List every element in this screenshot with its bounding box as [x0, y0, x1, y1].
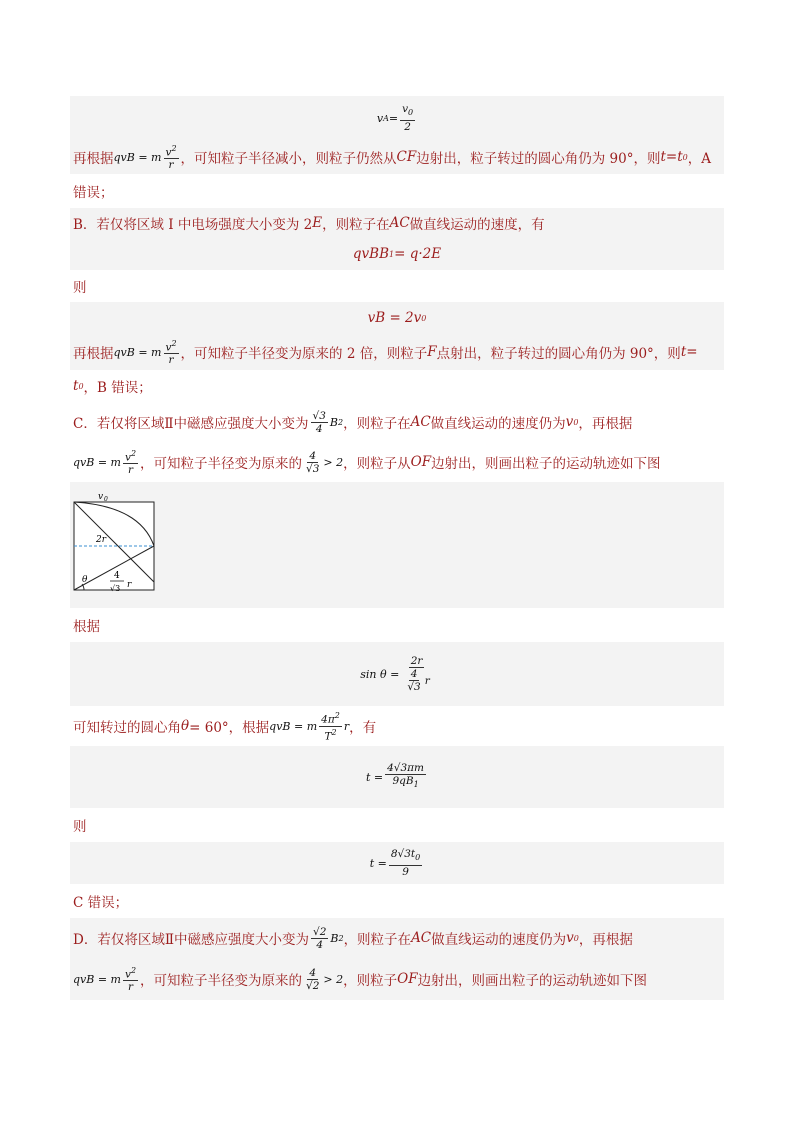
text-line: qvB = m $\frac{v^2}{r}$ ，可知粒子半径变为原来的 $\frac{4}{√3}$ > 2 ，则粒子从 OF 边射出，则画出粒子的运动轨迹如下图: [73, 448, 661, 477]
equation-t2: t = $\frac{8√3t_0}{9}$: [70, 842, 724, 884]
equation-sin: sin θ = 2r $\frac{4}{√3}$ r: [70, 642, 724, 706]
two-r-label: 2r: [96, 535, 107, 545]
equation-qvbb1: qvBB 1 = q·2E: [70, 238, 724, 270]
trajectory-figure: [70, 482, 724, 608]
text-line: qvB = m $\frac{v^2}{r}$ ，可知粒子半径变为原来的 $\frac{4}{√2}$ > 2 ，则粒子 OF 边射出，则画出粒子的运动轨迹如下图: [70, 958, 724, 1000]
svg-text:√3: √3: [110, 584, 121, 593]
equation-t1: t = $\frac{4√3\pi m}{9qB_1}$: [70, 746, 724, 808]
svg-text:r: r: [127, 580, 132, 590]
equation-va: v A = $\frac{v_0}{2}$: [70, 96, 724, 140]
text-line: C 错误；: [73, 895, 129, 911]
text-line: t 0 ，B 错误；: [73, 378, 152, 396]
text-line: 可知转过的圆心角 θ = 60°，根据 qvB = m $\frac{4\pi^2}{T^2}$ r ，有: [73, 711, 377, 742]
text-line: 则: [73, 280, 87, 296]
equation-vb: vB = 2v 0: [70, 302, 724, 334]
text-line-d: D．若仅将区域Ⅱ中磁感应强度大小变为 $\frac{√2}{4}$ B 2 ，则粒子在 AC 做直线运动的速度仍为 v 0 ，再根据: [70, 918, 724, 958]
text-line: 错误；: [73, 185, 114, 201]
text-line: 则: [73, 819, 87, 835]
text-line-c: C．若仅将区域Ⅱ中磁感应强度大小变为 $\frac{√3}{4}$ B 2 ，则粒子在 AC 做直线运动的速度仍为 v 0 ，再根据: [73, 409, 633, 435]
text-line: 根据: [73, 619, 100, 635]
text-line: 再根据 qvB = m $\frac{v^2}{r}$ ，可知粒子半径减小，则粒子仍然从 CF 边射出，粒子转过的圆心角仍为 90°，则 t = t 0 ，A: [70, 140, 724, 174]
theta-label: θ: [82, 575, 88, 585]
document-page: [70, 96, 724, 1000]
trajectory-diagram: [70, 486, 160, 602]
text-line-b: B．若仅将区域 I 中电场强度大小变为 2 E ，则粒子在 AC 做直线运动的速度，有: [70, 208, 724, 238]
four-label: 4: [114, 571, 120, 581]
svg-text:0: 0: [104, 496, 108, 503]
v0-label: v: [98, 492, 104, 502]
text-line: 再根据 qvB = m $\frac{v^2}{r}$ ，可知粒子半径变为原来的 2 倍，则粒子 F 点射出，粒子转过的圆心角仍为 90°，则 t =: [70, 334, 724, 370]
